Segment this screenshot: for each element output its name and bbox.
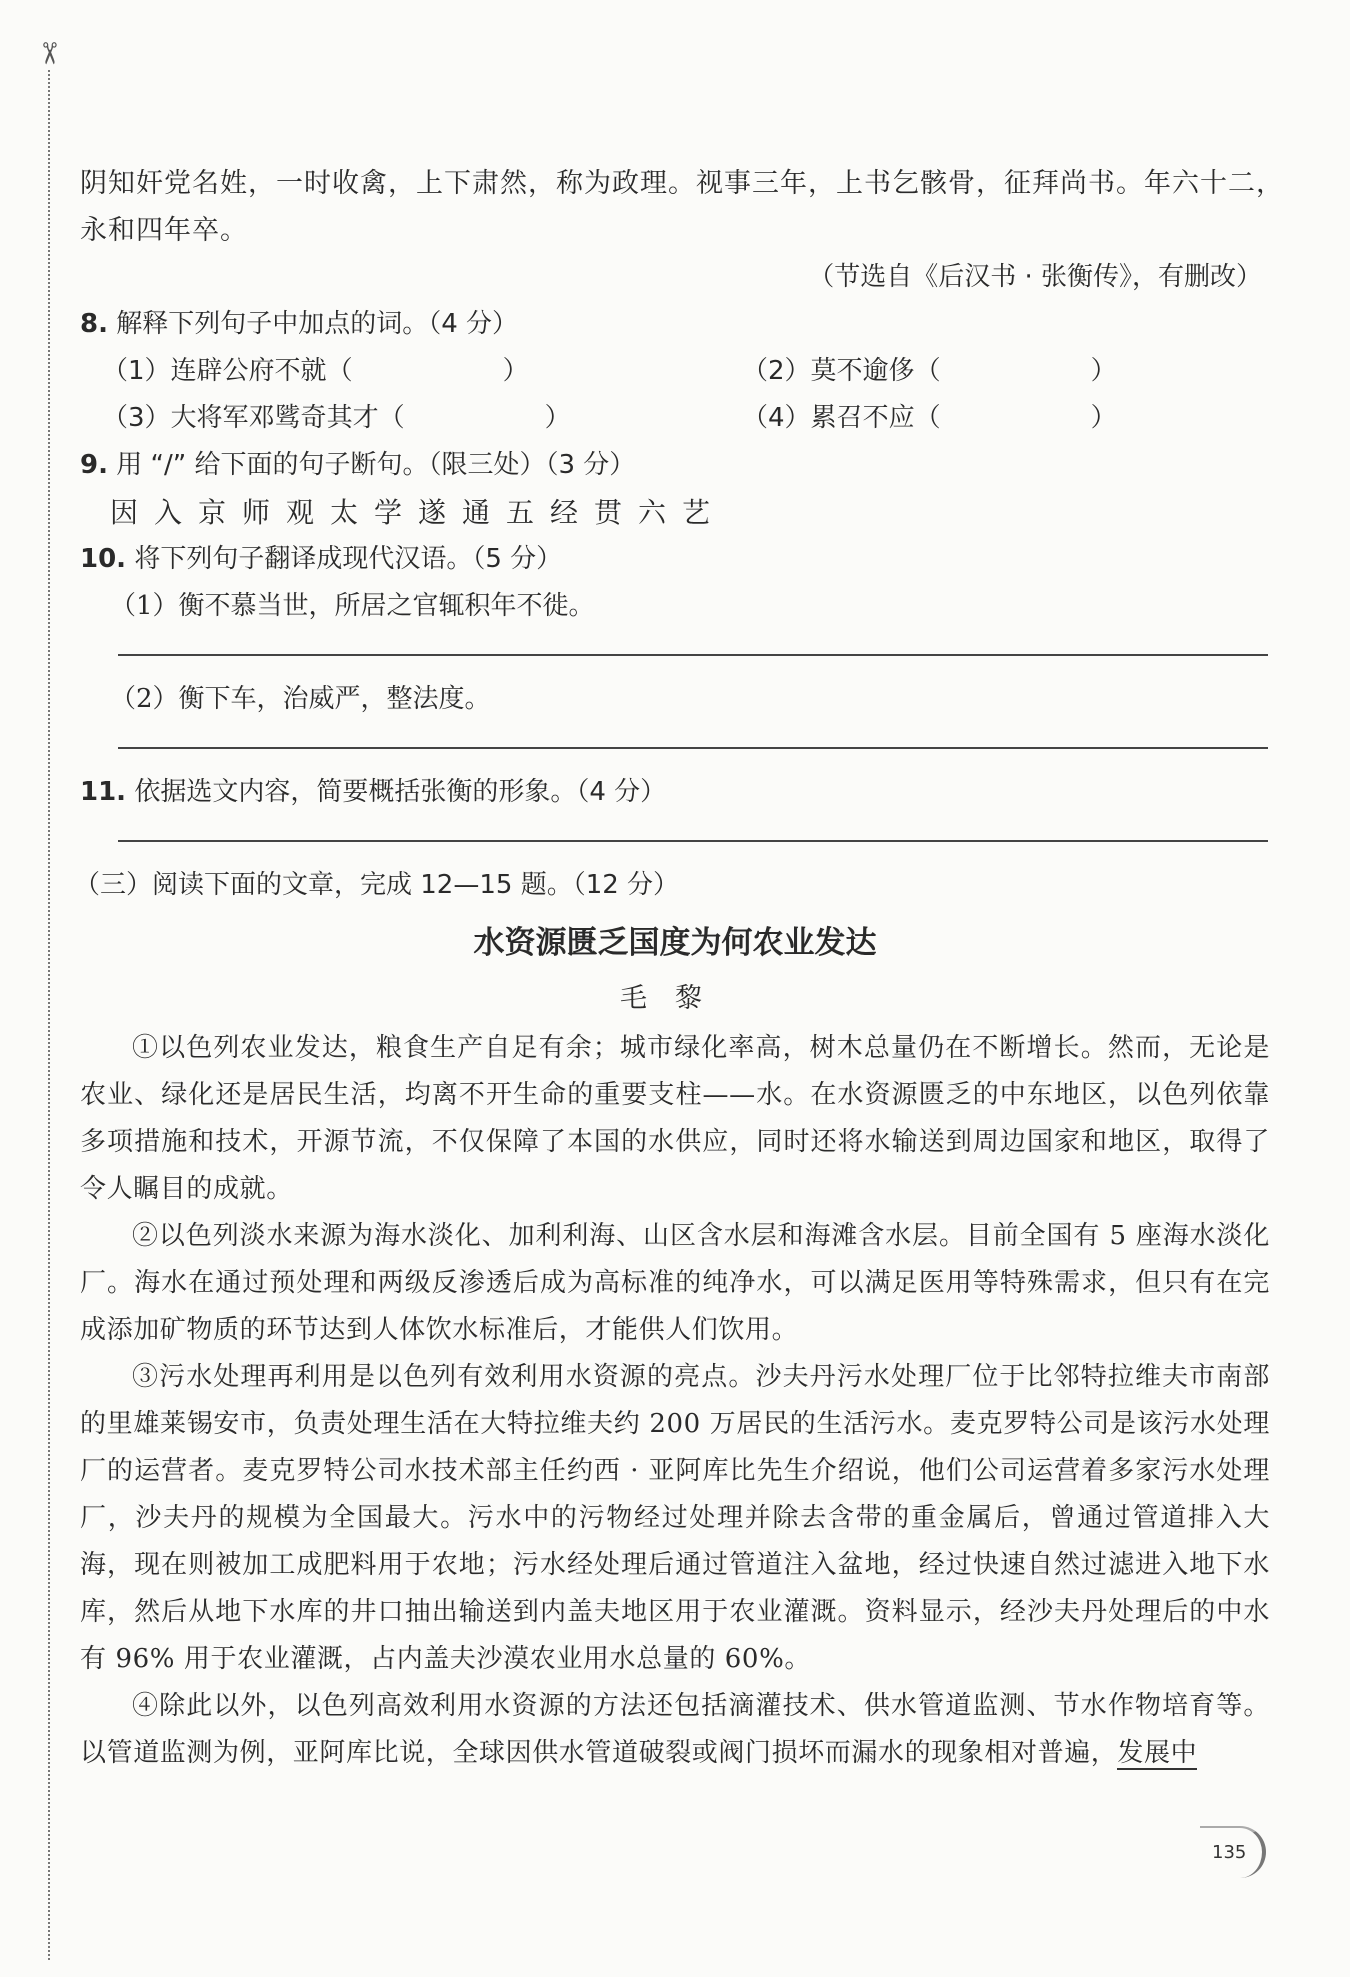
- question-8-number: 8.: [80, 309, 108, 339]
- scissors-icon: ✂: [31, 40, 67, 67]
- question-9-number: 9.: [80, 450, 108, 480]
- question-8-item-3: （3）大将军邓骘奇其才（ ）: [102, 403, 571, 433]
- question-10-sentence-2: （2）衡下车，治威严，整法度。: [110, 684, 491, 714]
- article-paragraph-3: ③污水处理再利用是以色列有效利用水资源的亮点。沙夫丹污水处理厂位于比邻特拉维夫市南部的里雄莱锡安市，负责处理生活在大特拉维夫约 200 万居民的生活污水。麦克罗特公司是该污水处理厂的运营者。麦克罗特公司水技术部主任约西 · 亚阿库比先生介绍说，他们公司运营着多家污水处理厂，沙夫丹的规模为全国最大。污水中的污物经过处理并除去含带的重金属后，曾通过管道排入大海，现在则被加工成肥料用于农地；污水经处理后通过管道注入盆地，经过快速自然过滤进入地下水库，然后从地下水库的井口抽出输送到内盖夫地区用于农业灌溉。资料显示，经沙夫丹处理后的中水有 96% 用于农业灌溉，占内盖夫沙漠农业用水总量的 60%。: [80, 1362, 1270, 1674]
- answer-line[interactable]: [118, 840, 1268, 842]
- answer-line[interactable]: [118, 747, 1268, 749]
- page-number: 135: [1212, 1842, 1247, 1863]
- section-3-heading: （三）阅读下面的文章，完成 12—15 题。（12 分）: [74, 870, 680, 900]
- passage-line-1: 阴知奸党名姓，一时收禽，上下肃然，称为政理。视事三年，上书乞骸骨，征拜尚书。年六十二，: [80, 168, 1284, 199]
- question-10: [80, 536, 1270, 583]
- question-9-sentence: 因入京师观太学遂通五经贯六艺: [110, 496, 727, 529]
- question-8-item-4: （4）累召不应（ ）: [742, 403, 1117, 433]
- article-paragraph-2: ②以色列淡水来源为海水淡化、加利利海、山区含水层和海滩含水层。目前全国有 5 座海水淡化厂。海水在通过预处理和两级反渗透后成为高标准的纯净水，可以满足医用等特殊需求，但只有在完成添加矿物质的环节达到人体饮水标准后，才能供人们饮用。: [80, 1221, 1270, 1345]
- question-8-text: 解释下列句子中加点的词。（4 分）: [116, 309, 519, 339]
- question-8-row-2: [80, 395, 1270, 442]
- article-paragraph-4: ④除此以外，以色列高效利用水资源的方法还包括滴灌技术、供水管道监测、节水作物培育等。以管道监测为例，亚阿库比说，全球因供水管道破裂或阀门损坏而漏水的现象相对普遍，发展中: [80, 1691, 1270, 1768]
- question-10-text: 将下列句子翻译成现代汉语。（5 分）: [134, 544, 563, 574]
- cut-line: [48, 70, 50, 1960]
- question-9-text: 用 “/” 给下面的句子断句。（限三处）（3 分）: [116, 450, 636, 480]
- question-11-number: 11.: [80, 777, 127, 807]
- answer-line[interactable]: [118, 654, 1268, 656]
- question-9: [80, 442, 1270, 489]
- underlined-text: 发展中: [1117, 1738, 1198, 1768]
- question-11-text: 依据选文内容，简要概括张衡的形象。（4 分）: [134, 777, 667, 807]
- page-content: [74, 160, 1284, 1777]
- question-10-number: 10.: [80, 544, 127, 574]
- question-8-item-1: （1）连辟公府不就（ ）: [102, 356, 529, 386]
- article-paragraph-1: ①以色列农业发达，粮食生产自足有余；城市绿化率高，树木总量仍在不断增长。然而，无论是农业、绿化还是居民生活，均离不开生命的重要支柱——水。在水资源匮乏的中东地区，以色列依靠多项措施和技术，开源节流，不仅保障了本国的水供应，同时还将水输送到周边国家和地区，取得了令人瞩目的成就。: [80, 1033, 1270, 1204]
- passage-line-2: 永和四年卒。: [80, 215, 248, 246]
- article-title: 水资源匮乏国度为何农业发达: [473, 925, 877, 961]
- question-8-item-2: （2）莫不逾侈（ ）: [742, 356, 1117, 386]
- question-11: [80, 769, 1270, 816]
- question-8: [80, 301, 1270, 348]
- question-10-sentence-1: （1）衡不慕当世，所居之官辄积年不徙。: [110, 591, 595, 621]
- question-8-row-1: [80, 348, 1270, 395]
- passage-source: （节选自《后汉书 · 张衡传》，有删改）: [808, 262, 1262, 292]
- article-author: 毛黎: [620, 983, 730, 1014]
